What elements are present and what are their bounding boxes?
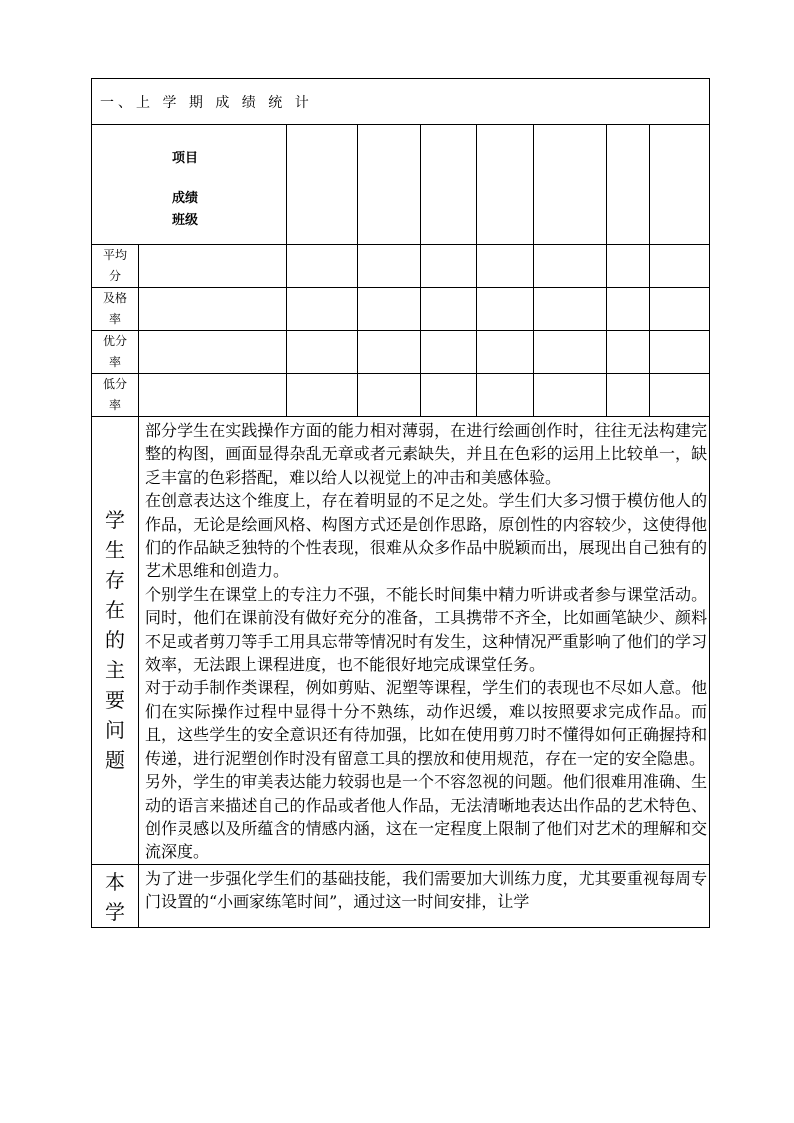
next-label: 本 学	[92, 864, 139, 927]
header-score-label: 成绩	[172, 191, 199, 206]
data-cell[interactable]	[534, 245, 607, 288]
data-cell[interactable]	[139, 374, 287, 417]
data-cell[interactable]	[534, 374, 607, 417]
data-cell[interactable]	[477, 331, 534, 374]
diagonal-header-cell	[92, 125, 287, 245]
section-title: 一、上 学 期 成 绩 统 计	[92, 79, 710, 125]
problem-paragraph: 在创意表达这个维度上，存在着明显的不足之处。学生们大多习惯于模仿他人的作品，无论是绘画风格、构图方式还是创作思路，原创性的内容较少，这使得他们的作品缺乏独特的个性表现，很难从众多作品中脱颖而出，展现出自己独有的艺术思维和创造力。	[145, 491, 708, 581]
row-label-low-rate: 低分 率	[92, 374, 139, 417]
row-label-pass-rate: 及格 率	[92, 288, 139, 331]
data-cell[interactable]	[139, 331, 287, 374]
data-cell[interactable]	[287, 245, 358, 288]
data-cell[interactable]	[421, 288, 477, 331]
data-cell[interactable]	[358, 331, 421, 374]
problem-paragraph: 另外，学生的审美表达能力较弱也是一个不容忽视的问题。他们很难用准确、生动的语言来描述自己的作品或者他人作品，无法清晰地表达出作品的艺术特色、创作灵感以及所蕴含的情感内涵，这在一定程度上限制了他们对艺术的理解和交流深度。	[145, 772, 708, 862]
problems-text	[139, 417, 710, 865]
data-cell[interactable]	[421, 374, 477, 417]
data-cell[interactable]	[607, 245, 650, 288]
data-cell[interactable]	[477, 374, 534, 417]
data-cell[interactable]	[650, 331, 710, 374]
data-cell[interactable]	[607, 374, 650, 417]
header-empty-cell[interactable]	[477, 125, 534, 245]
header-class-label: 班级	[172, 213, 199, 228]
problem-paragraph: 对于动手制作类课程，例如剪贴、泥塑等课程，学生们的表现也不尽如人意。他们在实际操作过程中显得十分不熟练，动作迟缓，难以按照要求完成作品。而且，这些学生的安全意识还有待加强，比如在使用剪刀时不懂得如何正确握持和传递，进行泥塑创作时没有留意工具的摆放和使用规范，存在一定的安全隐患。	[145, 678, 708, 768]
header-item-label: 项目	[172, 151, 199, 166]
data-cell[interactable]	[287, 331, 358, 374]
data-cell[interactable]	[607, 288, 650, 331]
problem-paragraph: 个别学生在课堂上的专注力不强，不能长时间集中精力听讲或者参与课堂活动。同时，他们在课前没有做好充分的准备，工具携带不齐全，比如画笔缺少、颜料不足或者剪刀等手工用具忘带等情况时有发生，这种情况严重影响了他们的学习效率，无法跟上课程进度，也不能很好地完成课堂任务。	[145, 584, 708, 675]
header-empty-cell[interactable]	[607, 125, 650, 245]
data-cell[interactable]	[421, 331, 477, 374]
problem-paragraph: 部分学生在实践操作方面的能力相对薄弱，在进行绘画创作时，往往无法构建完整的构图，画面显得杂乱无章或者元素缺失，并且在色彩的运用上比较单一，缺乏丰富的色彩搭配，难以给人以视觉上的冲击和美感体验。	[145, 421, 708, 487]
data-cell[interactable]	[421, 245, 477, 288]
data-cell[interactable]	[287, 374, 358, 417]
row-label-excellent-rate: 优分 率	[92, 331, 139, 374]
row-label-average: 平均 分	[92, 245, 139, 288]
data-cell[interactable]	[534, 288, 607, 331]
header-empty-cell[interactable]	[287, 125, 358, 245]
data-cell[interactable]	[534, 331, 607, 374]
data-cell[interactable]	[607, 331, 650, 374]
header-empty-cell[interactable]	[421, 125, 477, 245]
data-cell[interactable]	[139, 245, 287, 288]
data-cell[interactable]	[650, 374, 710, 417]
next-paragraph: 为了进一步强化学生们的基础技能，我们需要加大训练力度，尤其要重视每周专门设置的“小画家练笔时间”，通过这一时间安排，让学	[145, 868, 708, 912]
data-cell[interactable]	[650, 245, 710, 288]
data-cell[interactable]	[287, 288, 358, 331]
data-cell[interactable]	[477, 288, 534, 331]
header-empty-cell[interactable]	[650, 125, 710, 245]
data-cell[interactable]	[358, 288, 421, 331]
data-cell[interactable]	[358, 245, 421, 288]
score-document-table	[91, 78, 710, 928]
next-text-cell	[139, 864, 710, 927]
data-cell[interactable]	[477, 245, 534, 288]
header-empty-cell[interactable]	[358, 125, 421, 245]
data-cell[interactable]	[358, 374, 421, 417]
header-empty-cell[interactable]	[534, 125, 607, 245]
data-cell[interactable]	[650, 288, 710, 331]
data-cell[interactable]	[139, 288, 287, 331]
problems-label: 学 生 存 在 的 主 要 问 题	[92, 417, 139, 865]
